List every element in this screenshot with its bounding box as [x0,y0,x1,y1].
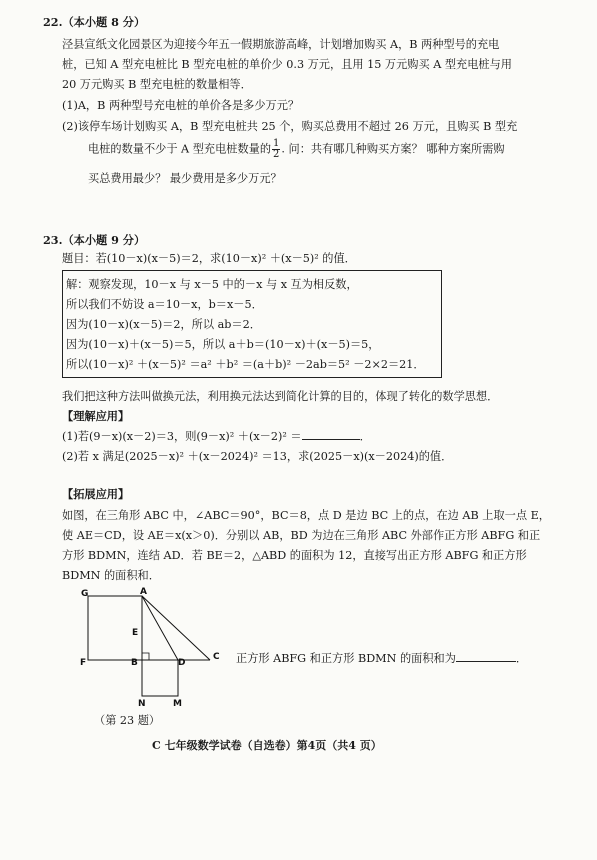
figure-caption: （第 23 题） [94,714,161,727]
label-f: F [80,658,87,668]
extend-line3: 方形 BDMN，连结 AD．若 BE＝2，△ABD 的面积为 12，直接写出正方形 ABFG 和正方形 [62,549,527,562]
extend-title: 【拓展应用】 [62,487,130,501]
extend-answer-text: 正方形 ABFG 和正方形 BDMN 的面积和为 [236,652,456,665]
solution-line: 解：观察发现，10－x 与 x－5 中的－x 与 x 互为相反数， [66,278,358,291]
understand-q2: (2)若 x 满足(2025－x)² ＋(x－2024)² ＝13，求(2025－x)(x－2024)的值． [62,450,453,463]
label-m: M [173,699,182,709]
method-note: 我们把这种方法叫做换元法，利用换元法达到简化计算的目的，体现了转化的数学思想． [62,390,499,403]
right-angle-mark [142,653,149,660]
geometry-figure [72,586,232,711]
page-footer: C 七年级数学试卷（自选卷）第4页（共4 页） [152,739,382,752]
answer-blank-1[interactable] [302,429,360,440]
q22-part1: (1)A，B 两种型号充电桩的单价各是多少万元？ [62,99,300,112]
extend-line2: 使 AE＝CD，设 AE＝x(x＞0)．分别以 AB，BD 为边在三角形 ABC 外部作正方形 ABFG 和正 [62,529,541,542]
extend-answer-end: ． [515,652,528,665]
q22-part2-line3: 买总费用最少？ 最少费用是多少万元？ [88,172,282,185]
understand-q1 [62,428,371,444]
q22-part2-line2-a: 电桩的数量不少于 A 型充电桩数量的 [88,142,272,156]
label-b: B [131,658,138,668]
q23-header: 23.（本小题 9 分） [43,233,146,247]
square-bdmn [142,660,178,696]
q22-intro-line3: 20 万元购买 B 型充电桩的数量相等． [62,78,252,91]
label-d: D [178,658,186,668]
label-n: N [138,699,146,709]
extend-answer [236,650,527,666]
q22-part2-line2-b: . 问：共有哪几种购买方案？ 哪种方案所需购 [281,142,505,156]
solution-line: 因为(10－x)(x－5)＝2，所以 ab＝2． [66,318,261,331]
q22-part2-line1: (2)该停车场计划购买 A，B 型充电桩共 25 个，购买总费用不超过 26 万元，且购买 B 型充 [62,120,518,133]
q22-header: 22.（本小题 8 分） [43,15,146,29]
solution-line: 因为(10－x)＋(x－5)＝5，所以 a＋b＝(10－x)＋(x－5)＝5， [66,338,380,351]
understand-q1-end: ． [359,430,371,443]
extend-line1: 如图，在三角形 ABC 中，∠ABC＝90°，BC＝8，点 D 是边 BC 上的点，在边 AB 上取一点 E， [62,509,550,522]
understand-q1-text: (1)若(9－x)(x－2)＝3，则(9－x)² ＋(x－2)² ＝ [62,430,302,443]
q23-prompt: 题目：若(10－x)(x－5)＝2，求(10－x)² ＋(x－5)² 的值． [62,252,356,265]
label-g: G [81,589,89,599]
q22-intro-line1: 泾县宣纸文化园景区为迎接今年五一假期旅游高峰，计划增加购买 A，B 两种型号的充电 [62,38,500,51]
q22-intro-line2: 桩，已知 A 型充电桩比 B 型充电桩的单价少 0.3 万元，且用 15 万元购买 A 型充电桩与用 [62,58,512,71]
label-e: E [132,628,139,638]
segment-ac [142,596,210,660]
one-half-fraction: $\frac{1}{2}$ [273,138,280,160]
label-a: A [140,587,147,597]
solution-line: 所以(10－x)² ＋(x－5)² ＝a² ＋b² ＝(a＋b)² －2ab＝5² －2×2＝21． [66,358,425,371]
solution-line: 所以我们不妨设 a＝10－x，b＝x－5． [66,298,263,311]
extend-line4: BDMN 的面积和． [62,569,160,582]
segment-ad [142,596,178,660]
label-c: C [213,652,220,662]
answer-blank-2[interactable] [456,651,516,662]
understand-title: 【理解应用】 [62,409,130,423]
q22-part2-line2 [88,139,505,160]
